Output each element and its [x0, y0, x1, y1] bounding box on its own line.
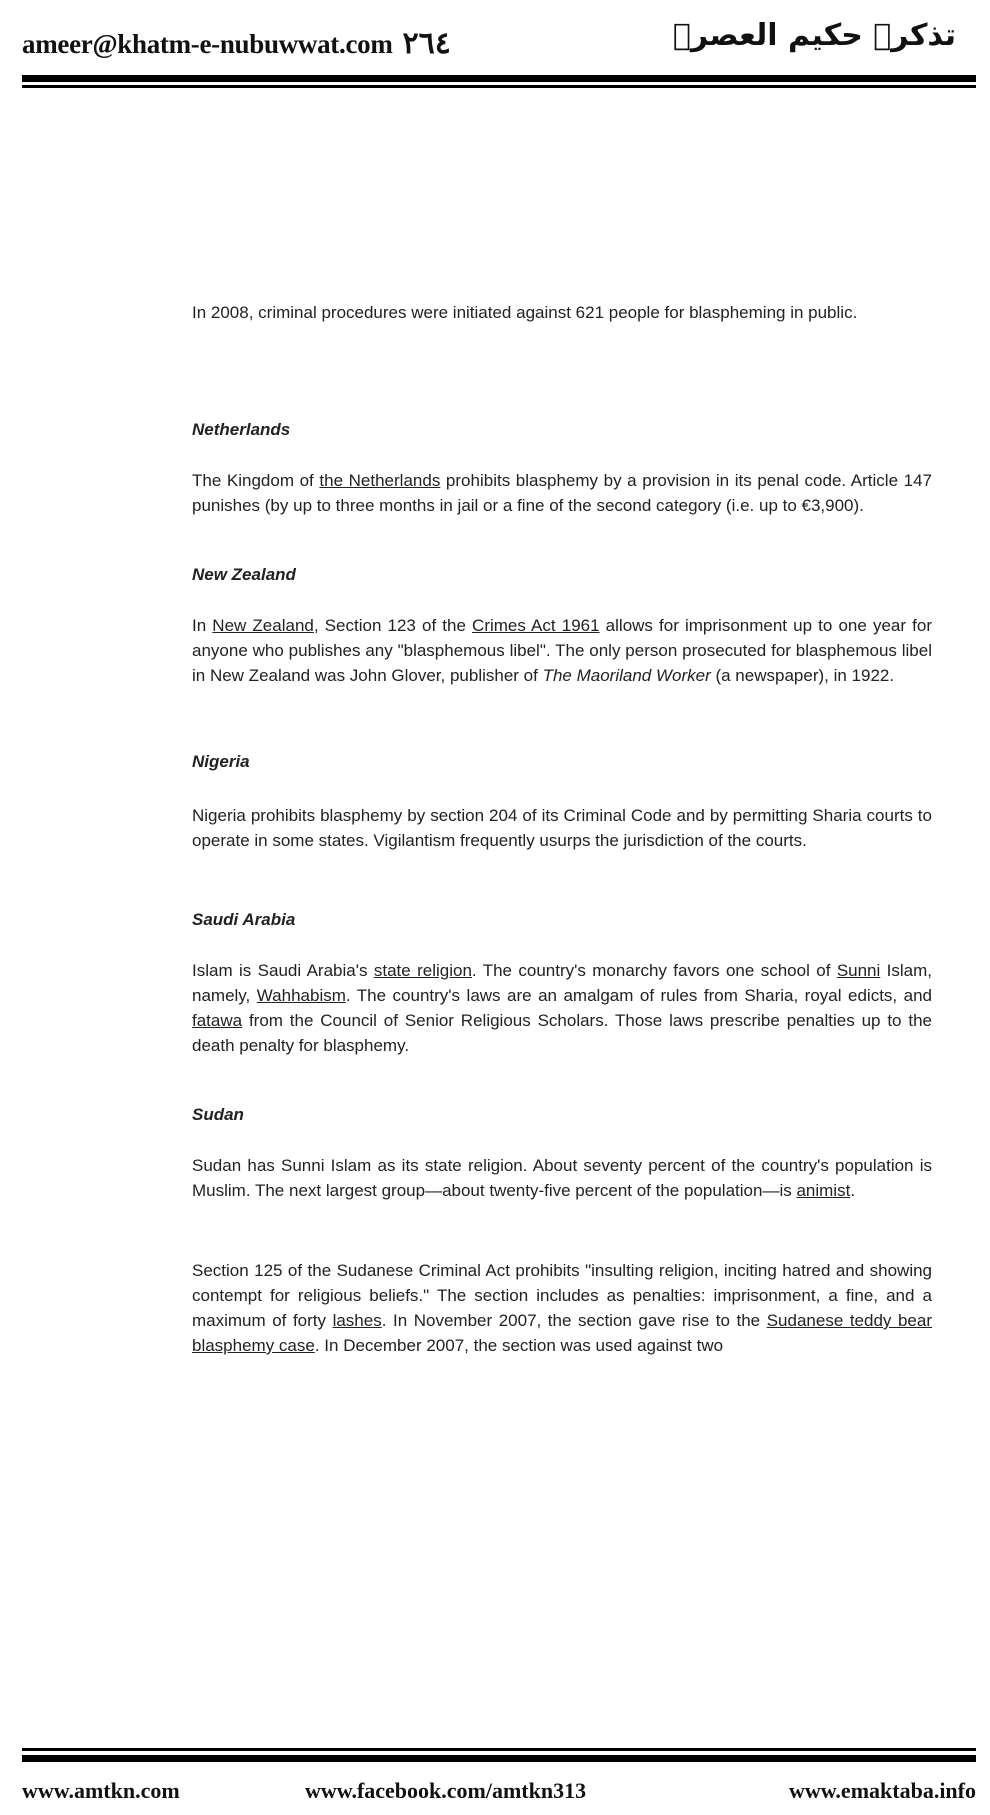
text: In [192, 616, 213, 635]
book-title: تذکرہ حکیم العصرؒ [672, 18, 956, 53]
paragraph-sudan-2 [192, 1258, 932, 1358]
text: . In November 2007, the section gave rise to the [381, 1311, 767, 1330]
header-rule-thin [22, 85, 976, 88]
text: . The country's laws are an amalgam of rules from Sharia, royal edicts, and [345, 986, 932, 1005]
paragraph-nigeria: Nigeria prohibits blasphemy by section 204 of its Criminal Code and by permitting Sharia courts to operate in some states. Vigilantism frequently usurps the jurisdiction of the courts. [192, 806, 932, 850]
link-teddy-bear-case[interactable]: Sudanese teddy bear blasphemy case [192, 1311, 932, 1355]
heading-nigeria: Nigeria [192, 752, 250, 771]
link-state-religion[interactable]: state religion [373, 961, 472, 980]
paragraph-saudi-arabia [192, 958, 932, 1058]
text: Section 125 of the Sudanese Criminal Act prohibits "insulting religion, inciting hatred and showing contempt for religious beliefs." The section includes as penalties: imprisonment, a fine, and a maximum of forty [192, 1261, 932, 1330]
link-lashes[interactable]: lashes [332, 1311, 382, 1330]
email-text: ameer@khatm-e-nubuwwat.com [22, 29, 393, 59]
link-animist[interactable]: animist [796, 1181, 851, 1200]
link-sunni[interactable]: Sunni [836, 961, 881, 980]
intro-paragraph: In 2008, criminal procedures were initiated against 621 people for blaspheming in public. [192, 303, 858, 322]
text: . The country's monarchy favors one school of [471, 961, 837, 980]
link-crimes-act[interactable]: Crimes Act 1961 [472, 616, 600, 635]
paragraph-sudan-1 [192, 1153, 932, 1203]
page-number: ٢٦٤ [402, 27, 451, 60]
newspaper-title: The Maoriland Worker [542, 666, 711, 685]
footer-link-facebook[interactable]: www.facebook.com/amtkn313 [305, 1778, 587, 1803]
link-netherlands[interactable]: the Netherlands [319, 471, 441, 490]
heading-sudan: Sudan [192, 1105, 244, 1124]
heading-saudi-arabia: Saudi Arabia [192, 910, 296, 929]
header-rule-thick [22, 75, 976, 82]
footer-rule-thick [22, 1755, 976, 1762]
text: Sudan has Sunni Islam as its state religion. About seventy percent of the country's population is Muslim. The next largest group—about twenty-five percent of the population—is [192, 1156, 932, 1200]
link-fatawa[interactable]: fatawa [192, 1011, 243, 1030]
link-new-zealand[interactable]: New Zealand [212, 616, 314, 635]
text: The Kingdom of [192, 471, 320, 490]
text: allows for imprisonment up to one year for anyone who publishes any "blasphemous libel". The only person prosecuted for blasphemous libel in New Zealand was John Glover, publisher of [192, 616, 932, 685]
text: from the Council of Senior Religious Scholars. Those laws prescribe penalties up to the death penalty for blasphemy. [192, 1011, 932, 1055]
heading-netherlands: Netherlands [192, 420, 291, 439]
link-wahhabism[interactable]: Wahhabism [256, 986, 346, 1005]
paragraph-new-zealand [192, 613, 932, 688]
text: . [850, 1181, 856, 1200]
text: (a newspaper), in 1922. [710, 666, 895, 685]
footer-link-amtkn[interactable]: www.amtkn.com [22, 1778, 180, 1803]
text: Islam, namely, [192, 961, 933, 1005]
text: prohibits blasphemy by a provision in its penal code. Article 147 punishes (by up to three months in jail or a fine of the second category (i.e. up to €3,900). [192, 471, 933, 515]
heading-new-zealand: New Zealand [192, 565, 296, 584]
footer-link-emaktaba[interactable]: www.emaktaba.info [788, 1778, 976, 1803]
footer-rule-thin [22, 1748, 976, 1751]
header-email [22, 26, 451, 61]
text: . In December 2007, the section was used against two [314, 1336, 724, 1355]
text: , Section 123 of the [313, 616, 473, 635]
paragraph-netherlands [192, 468, 932, 518]
text: Islam is Saudi Arabia's [192, 961, 374, 980]
